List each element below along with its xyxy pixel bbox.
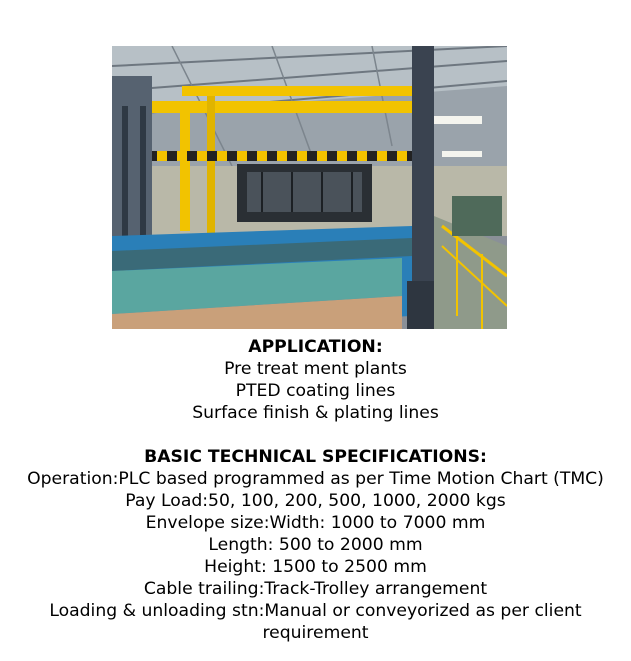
section-spacer: [0, 424, 631, 446]
ceiling-light: [432, 116, 482, 124]
ceiling-light: [442, 151, 482, 157]
application-item: Surface finish & plating lines: [192, 403, 439, 423]
spec-loading-unloading: Loading & unloading stn:Manual or conveyorized as per client: [49, 601, 582, 621]
gantry-beam: [182, 86, 412, 96]
spec-content: [0, 336, 631, 644]
plant-photo: [112, 46, 507, 329]
spec-envelope-width: Envelope size:Width: 1000 to 7000 mm: [145, 513, 486, 533]
spec-cable-trailing: Cable trailing:Track-Trolley arrangement: [143, 579, 488, 599]
background-machinery: [452, 196, 502, 236]
spec-pay-load: Pay Load:50, 100, 200, 500, 1000, 2000 kgs: [125, 491, 506, 511]
application-heading: APPLICATION:: [248, 337, 383, 357]
gantry-leg: [207, 96, 215, 236]
spec-envelope-height: Height: 1500 to 2500 mm: [204, 557, 427, 577]
plant-photo-illustration: [112, 46, 507, 329]
specifications-heading: BASIC TECHNICAL SPECIFICATIONS:: [144, 447, 487, 467]
gantry-beam: [152, 101, 412, 113]
application-item: PTED coating lines: [235, 381, 396, 401]
carrier-mesh: [247, 172, 362, 212]
spec-operation: Operation:PLC based programmed as per Time Motion Chart (TMC): [27, 469, 604, 489]
application-item: Pre treat ment plants: [224, 359, 407, 379]
gantry-leg: [180, 101, 190, 231]
spec-envelope-length: Length: 500 to 2000 mm: [208, 535, 423, 555]
spec-loading-unloading-cont: requirement: [262, 623, 369, 643]
